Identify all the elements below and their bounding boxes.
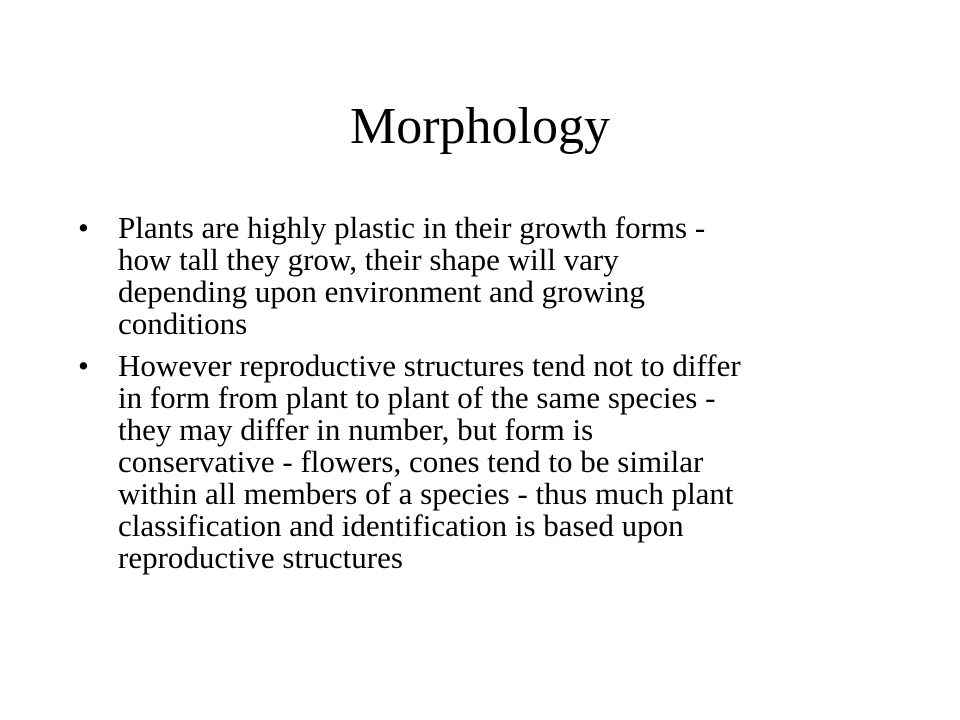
bullet-text-line: However reproductive structures tend not to differ <box>118 348 741 383</box>
bullet-text-line: they may differ in number, but form is <box>118 412 594 447</box>
slide-title: Morphology <box>350 98 610 155</box>
bullet-text-line: reproductive structures <box>118 540 403 575</box>
bullet-list <box>78 212 928 584</box>
bullet-marker: • <box>78 210 89 245</box>
bullet-text-line: how tall they grow, their shape will vary <box>118 242 619 277</box>
bullet-marker: • <box>78 348 89 383</box>
bullet-item <box>78 350 928 574</box>
bullet-text-line: in form from plant to plant of the same species - <box>118 380 716 415</box>
bullet-text-line: within all members of a species - thus much plant <box>118 476 734 511</box>
bullet-text-line: conservative - flowers, cones tend to be similar <box>118 444 704 479</box>
bullet-text-line: Plants are highly plastic in their growth forms - <box>118 210 706 245</box>
bullet-text-line: depending upon environment and growing <box>118 274 645 309</box>
bullet-text-line: classification and identification is based upon <box>118 508 684 543</box>
bullet-item <box>78 212 928 340</box>
bullet-text-line: conditions <box>118 306 248 341</box>
